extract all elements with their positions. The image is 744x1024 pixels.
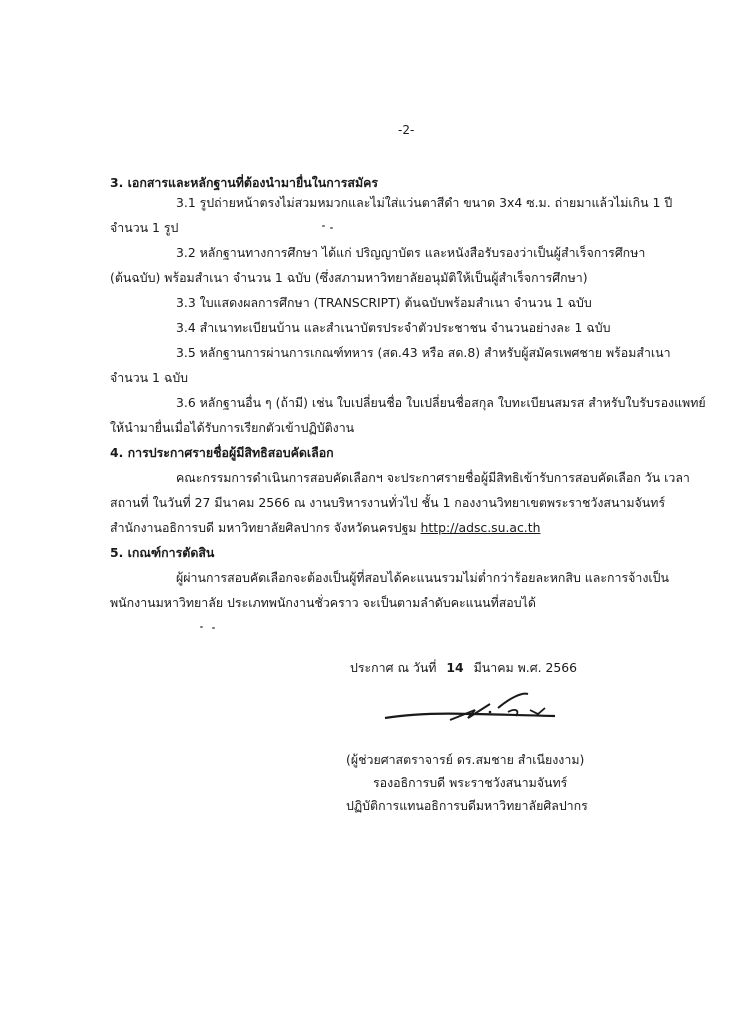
announcement-suffix: มีนาคม พ.ศ. 2566	[473, 660, 577, 675]
section3-item2-line2: (ต้นฉบับ) พร้อมสำเนา จำนวน 1 ฉบับ (ซึ่งสภามหาวิทยาลัยอนุมัติให้เป็นผู้สำเร็จการศึกษา)	[110, 270, 588, 285]
section4-heading: 4. การประกาศรายชื่อผู้มีสิทธิสอบคัดเลือก	[110, 445, 334, 460]
page-number: -2-	[398, 123, 415, 137]
website-link[interactable]: http://adsc.su.ac.th	[420, 520, 541, 535]
announcement-prefix: ประกาศ ณ วันที่	[350, 660, 437, 675]
section5-heading: 5. เกณฑ์การตัดสิน	[110, 545, 215, 560]
section3-item1-line2: จำนวน 1 รูป	[110, 220, 179, 235]
scan-speck	[200, 626, 203, 628]
section4-line3	[110, 520, 540, 536]
section3-item6-line2: ให้นำมายื่นเมื่อได้รับการเรียกตัวเข้าปฏิบัติงาน	[110, 420, 355, 435]
section3-item1-line1: 3.1 รูปถ่ายหน้าตรงไม่สวมหมวกและไม่ใส่แว่นตาสีดำ ขนาด 3x4 ซ.ม. ถ่ายมาแล้วไม่เกิน 1 ปี	[176, 195, 673, 210]
scan-speck	[212, 627, 215, 629]
section3-item5-line1: 3.5 หลักฐานการผ่านการเกณฑ์ทหาร (สด.43 หรือ สด.8) สำหรับผู้สมัครเพศชาย พร้อมสำเนา	[176, 345, 671, 360]
section4-line3-text: สำนักงานอธิการบดี มหาวิทยาลัยศิลปากร จังหวัดนครปฐม	[110, 520, 417, 535]
announcement-date	[350, 660, 577, 676]
announcement-day: 14	[446, 660, 464, 675]
signatory-name: (ผู้ช่วยศาสตราจารย์ ดร.สมชาย สำเนียงงาม)	[346, 752, 585, 767]
section4-line1: คณะกรรมการดำเนินการสอบคัดเลือกฯ จะประกาศรายชื่อผู้มีสิทธิเข้ารับการสอบคัดเลือก วัน เวลา	[176, 470, 690, 485]
section3-item5-line2: จำนวน 1 ฉบับ	[110, 370, 189, 385]
section3-heading: 3. เอกสารและหลักฐานที่ต้องนำมายื่นในการสมัคร	[110, 175, 379, 190]
signatory-position-2: ปฏิบัติการแทนอธิการบดีมหาวิทยาลัยศิลปากร	[346, 798, 588, 813]
section5-line1: ผู้ผ่านการสอบคัดเลือกจะต้องเป็นผู้ที่สอบได้คะแนนรวมไม่ต่ำกว่าร้อยละหกสิบ และการจ้างเป็น	[176, 570, 669, 585]
scan-speck	[330, 227, 333, 229]
section4-line2: สถานที่ ในวันที่ 27 มีนาคม 2566 ณ งานบริหารงานทั่วไป ชั้น 1 กองงานวิทยาเขตพระราชวังสนามจันทร์	[110, 495, 666, 510]
section3-item2-line1: 3.2 หลักฐานทางการศึกษา ได้แก่ ปริญญาบัตร และหนังสือรับรองว่าเป็นผู้สำเร็จการศึกษา	[176, 245, 646, 260]
handwritten-signature	[380, 680, 560, 730]
section3-item6-line1: 3.6 หลักฐานอื่น ๆ (ถ้ามี) เช่น ใบเปลี่ยนชื่อ ใบเปลี่ยนชื่อสกุล ใบทะเบียนสมรส สำหรับใบรับรองแพทย์	[176, 395, 706, 410]
signatory-position-1: รองอธิการบดี พระราชวังสนามจันทร์	[373, 775, 568, 790]
section5-line2: พนักงานมหาวิทยาลัย ประเภทพนักงานชั่วคราว จะเป็นตามลำดับคะแนนที่สอบได้	[110, 595, 536, 610]
scan-speck	[322, 225, 325, 227]
section3-item4: 3.4 สำเนาทะเบียนบ้าน และสำเนาบัตรประจำตัวประชาชน จำนวนอย่างละ 1 ฉบับ	[176, 320, 611, 335]
section3-item3: 3.3 ใบแสดงผลการศึกษา (TRANSCRIPT) ต้นฉบับพร้อมสำเนา จำนวน 1 ฉบับ	[176, 295, 592, 310]
